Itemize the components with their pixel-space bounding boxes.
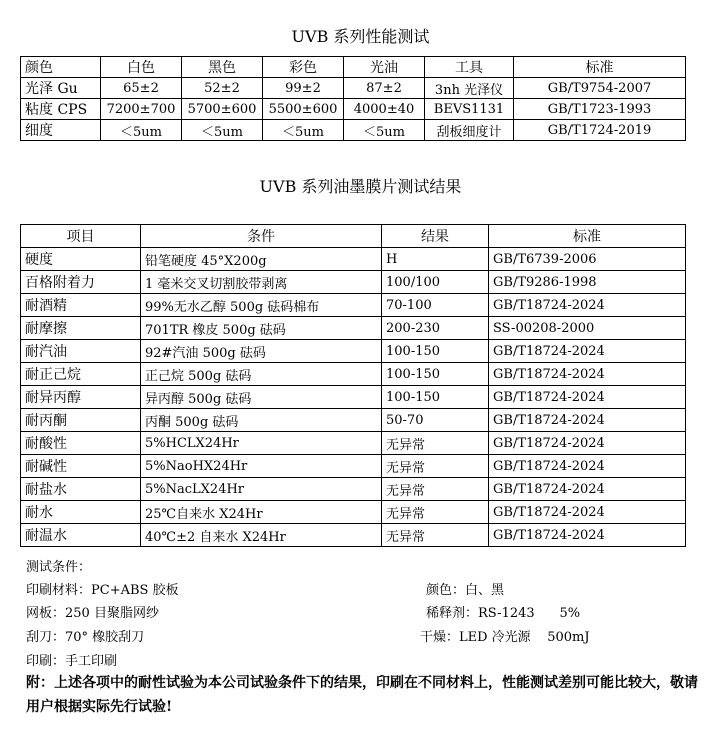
film-test-table-cell: 耐丙酮	[21, 409, 141, 432]
film-test-table-header-row	[21, 225, 686, 248]
film-test-table-row	[21, 386, 686, 409]
film-test-table-cell: 701TR 橡皮 500g 砝码	[141, 317, 382, 340]
film-test-table-cell: 耐温水	[21, 524, 141, 547]
film-test-table-header-cell: 标准	[489, 225, 686, 248]
film-test-table-header-cell: 项目	[21, 225, 141, 248]
condition-drying: 干燥：LED 冷光源 500mJ	[420, 630, 590, 645]
film-test-table-cell: 5%HCLX24Hr	[141, 432, 382, 455]
film-test-table-cell: 40℃±2 自来水 X24Hr	[141, 524, 382, 547]
performance-table-row	[21, 78, 686, 99]
film-test-table-row	[21, 248, 686, 271]
performance-title: UVB 系列性能测试	[291, 27, 430, 46]
condition-squeegee: 刮刀：70° 橡胶刮刀	[26, 630, 145, 645]
film-test-table-row	[21, 455, 686, 478]
film-test-table-cell: GB/T18724-2024	[489, 409, 686, 432]
film-test-table-cell: 100-150	[382, 386, 489, 409]
film-test-table-cell: GB/T6739-2006	[489, 248, 686, 271]
performance-table-header-cell: 标准	[514, 57, 686, 78]
performance-table-cell: 4000±40	[344, 99, 425, 120]
film-test-table-cell: SS-00208-2000	[489, 317, 686, 340]
film-test-table-cell: 5%NaoHX24Hr	[141, 455, 382, 478]
performance-table-cell: 52±2	[182, 78, 263, 99]
disclaimer-note: 附：上述各项中的耐性试验为本公司试验条件下的结果，印刷在不同材料上，性能测试差别可能比较大，敬请用户根据实际先行试验!	[26, 675, 698, 715]
film-test-table-row	[21, 340, 686, 363]
film-test-table-cell: 5%NacLX24Hr	[141, 478, 382, 501]
film-test-table-row	[21, 432, 686, 455]
film-test-table-cell: 耐盐水	[21, 478, 141, 501]
film-test-table-cell: 耐摩擦	[21, 317, 141, 340]
performance-table-cell: 65±2	[101, 78, 182, 99]
performance-table-cell: 87±2	[344, 78, 425, 99]
film-test-table-cell: 耐水	[21, 501, 141, 524]
performance-table	[20, 56, 686, 141]
performance-table-cell: 粘度 CPS	[21, 99, 101, 120]
film-test-table-cell: 耐异丙醇	[21, 386, 141, 409]
film-test-table-cell: 丙酮 500g 砝码	[141, 409, 382, 432]
condition-printing: 印刷：手工印刷	[26, 654, 118, 669]
performance-table-cell: 99±2	[263, 78, 344, 99]
performance-table-header-cell: 光油	[344, 57, 425, 78]
film-test-table-cell: 无异常	[382, 478, 489, 501]
film-test-table-row	[21, 478, 686, 501]
film-test-table-cell: 异丙醇 500g 砝码	[141, 386, 382, 409]
performance-table-cell: GB/T1724-2019	[514, 120, 686, 141]
film-test-table-row	[21, 317, 686, 340]
film-test-table-cell: 百格附着力	[21, 271, 141, 294]
performance-table-cell: 5700±600	[182, 99, 263, 120]
film-test-table-cell: 200-230	[382, 317, 489, 340]
film-test-table-cell: 100-150	[382, 340, 489, 363]
film-test-table-row	[21, 271, 686, 294]
film-test-table-row	[21, 363, 686, 386]
film-test-table-cell: GB/T18724-2024	[489, 501, 686, 524]
film-test-table-cell: GB/T9286-1998	[489, 271, 686, 294]
performance-table-cell: BEVS1131	[425, 99, 514, 120]
performance-table-cell: 刮板细度计	[425, 120, 514, 141]
film-test-table-cell: 耐酒精	[21, 294, 141, 317]
film-test-table-cell: 100-150	[382, 363, 489, 386]
film-test-table-cell: 铅笔硬度 45°X200g	[141, 248, 382, 271]
performance-table-header-cell: 工具	[425, 57, 514, 78]
performance-table-header-cell: 白色	[101, 57, 182, 78]
performance-table-cell: 5500±600	[263, 99, 344, 120]
conditions-heading: 测试条件：	[26, 560, 92, 575]
performance-table-cell: GB/T9754-2007	[514, 78, 686, 99]
condition-thinner: 稀释剂：RS-1243 5%	[426, 606, 581, 621]
performance-table-row	[21, 120, 686, 141]
condition-material: 印刷材料：PC+ABS 胶板	[26, 583, 179, 598]
performance-table-row	[21, 99, 686, 120]
performance-table-header-cell: 黑色	[182, 57, 263, 78]
film-test-table	[20, 224, 686, 547]
performance-table-cell: ＜5um	[101, 120, 182, 141]
film-test-table-cell: 正己烷 500g 砝码	[141, 363, 382, 386]
film-test-table-cell: 100/100	[382, 271, 489, 294]
film-test-table-cell: 92#汽油 500g 砝码	[141, 340, 382, 363]
performance-table-cell: GB/T1723-1993	[514, 99, 686, 120]
film-test-table-cell: GB/T18724-2024	[489, 432, 686, 455]
film-test-table-cell: GB/T18724-2024	[489, 294, 686, 317]
film-test-table-cell: 硬度	[21, 248, 141, 271]
film-test-table-cell: GB/T18724-2024	[489, 455, 686, 478]
film-test-table-row	[21, 501, 686, 524]
performance-table-header-cell: 颜色	[21, 57, 101, 78]
film-test-table-cell: 耐酸性	[21, 432, 141, 455]
performance-table-cell: 细度	[21, 120, 101, 141]
performance-table-cell: ＜5um	[344, 120, 425, 141]
film-test-table-cell: 无异常	[382, 524, 489, 547]
performance-table-cell: 7200±700	[101, 99, 182, 120]
performance-table-cell: 3nh 光泽仪	[425, 78, 514, 99]
condition-mesh: 网板：250 目聚脂网纱	[26, 606, 159, 621]
film-test-table-cell: 耐汽油	[21, 340, 141, 363]
condition-color: 颜色：白、黑	[426, 583, 505, 598]
film-test-table-cell: H	[382, 248, 489, 271]
performance-table-cell: ＜5um	[263, 120, 344, 141]
film-test-table-cell: 耐正己烷	[21, 363, 141, 386]
film-test-table-cell: 99%无水乙醇 500g 砝码棉布	[141, 294, 382, 317]
performance-table-header-row	[21, 57, 686, 78]
film-test-table-cell: GB/T18724-2024	[489, 524, 686, 547]
film-test-table-header-cell: 结果	[382, 225, 489, 248]
film-test-table-cell: 无异常	[382, 501, 489, 524]
performance-table-cell: ＜5um	[182, 120, 263, 141]
film-test-table-cell: GB/T18724-2024	[489, 386, 686, 409]
film-test-table-cell: 耐碱性	[21, 455, 141, 478]
film-test-table-cell: 1 毫米交叉切割胶带剥离	[141, 271, 382, 294]
film-test-table-cell: GB/T18724-2024	[489, 478, 686, 501]
performance-table-header-cell: 彩色	[263, 57, 344, 78]
film-test-title: UVB 系列油墨膜片测试结果	[259, 177, 462, 196]
film-test-table-cell: 25℃自来水 X24Hr	[141, 501, 382, 524]
film-test-table-cell: 无异常	[382, 455, 489, 478]
film-test-table-row	[21, 524, 686, 547]
film-test-table-cell: GB/T18724-2024	[489, 363, 686, 386]
film-test-table-row	[21, 409, 686, 432]
film-test-table-cell: GB/T18724-2024	[489, 340, 686, 363]
film-test-table-cell: 70-100	[382, 294, 489, 317]
film-test-table-header-cell: 条件	[141, 225, 382, 248]
film-test-table-cell: 50-70	[382, 409, 489, 432]
film-test-table-row	[21, 294, 686, 317]
performance-table-cell: 光泽 Gu	[21, 78, 101, 99]
film-test-table-cell: 无异常	[382, 432, 489, 455]
